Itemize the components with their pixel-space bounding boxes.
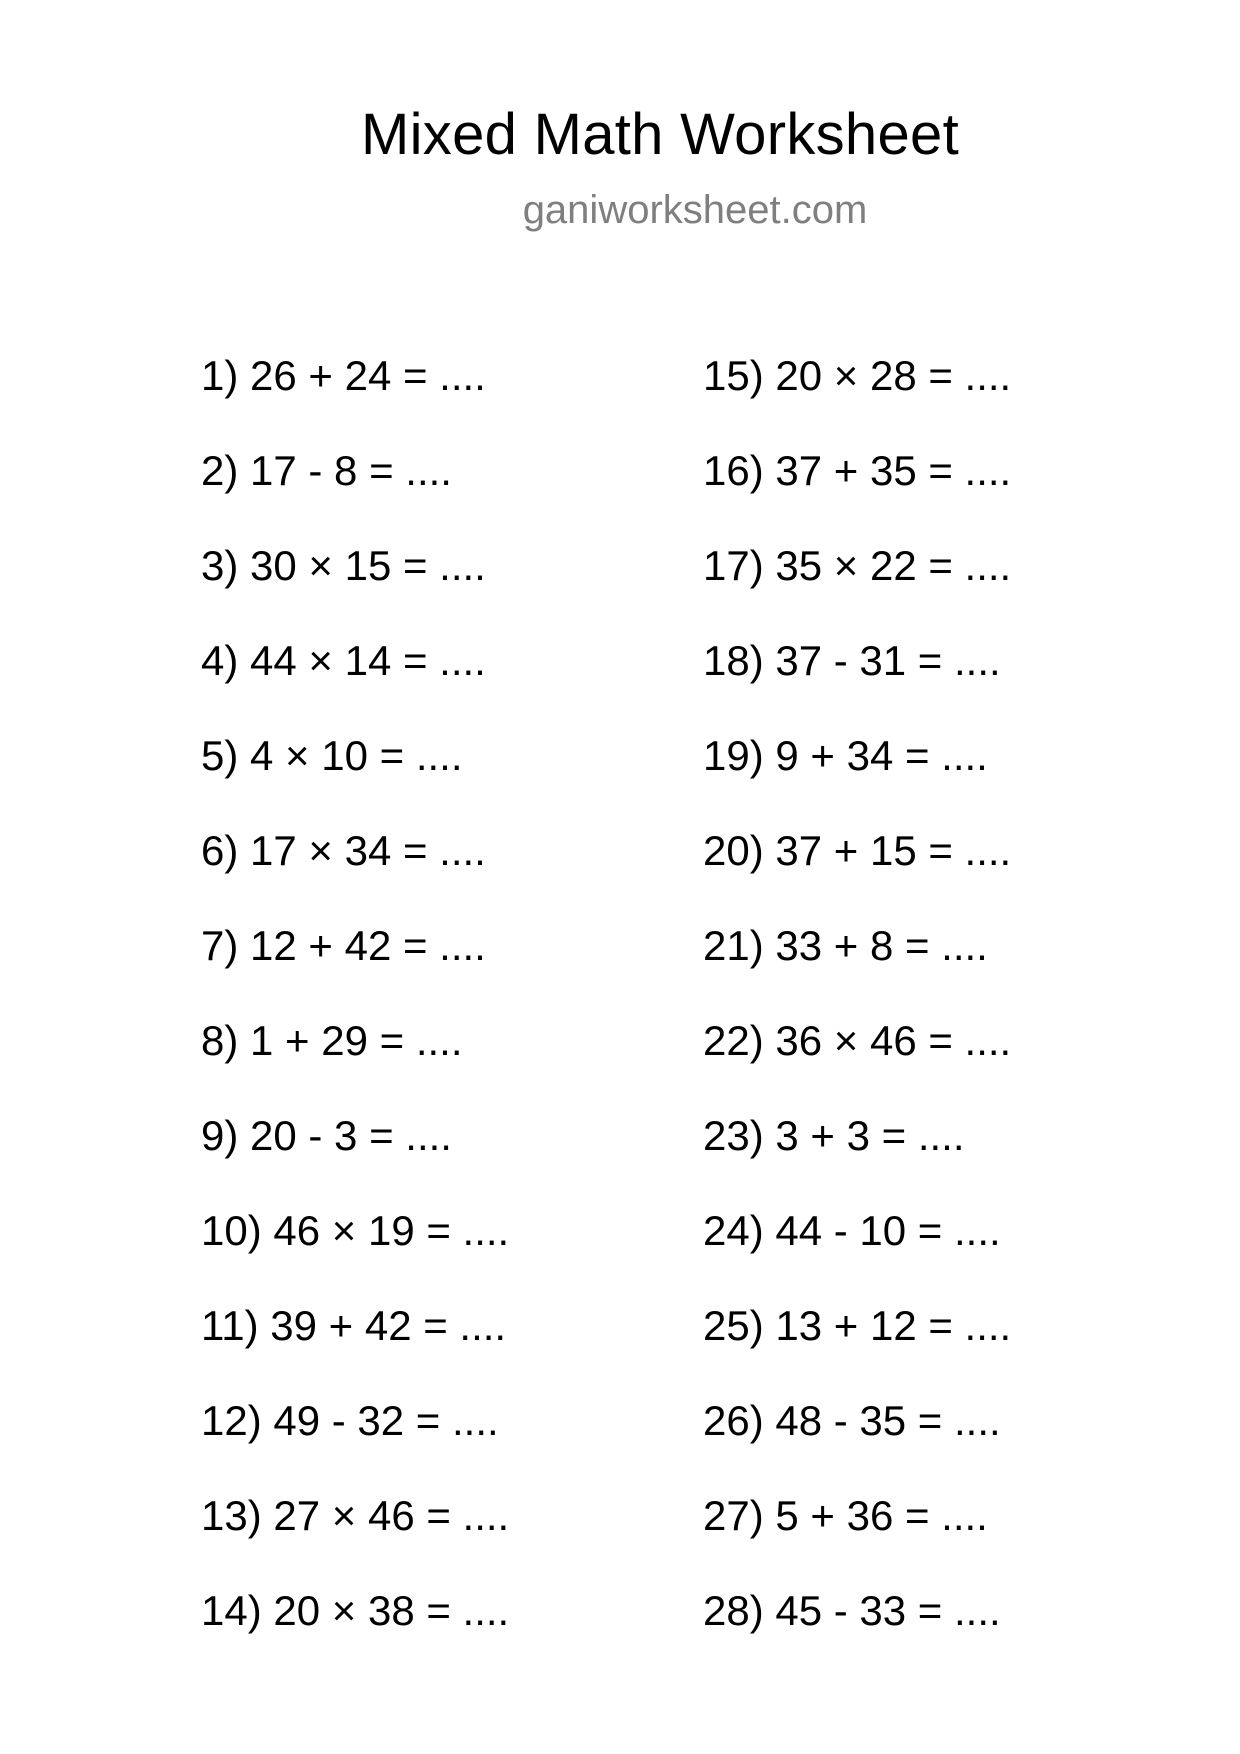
problem-7: 7) 12 + 42 = .... — [201, 922, 486, 969]
problem-20: 20) 37 + 15 = .... — [703, 827, 1012, 874]
problem-16: 16) 37 + 35 = .... — [703, 447, 1012, 494]
problem-19: 19) 9 + 34 = .... — [703, 732, 988, 779]
problem-17: 17) 35 × 22 = .... — [703, 542, 1012, 589]
problem-25: 25) 13 + 12 = .... — [703, 1302, 1012, 1349]
problem-9: 9) 20 - 3 = .... — [201, 1112, 452, 1159]
problem-24: 24) 44 - 10 = .... — [703, 1207, 1001, 1254]
problem-3: 3) 30 × 15 = .... — [201, 542, 486, 589]
problem-11: 11) 39 + 42 = .... — [201, 1302, 507, 1349]
problem-14: 14) 20 × 38 = .... — [201, 1587, 510, 1634]
website-watermark: ganiworksheet.com — [522, 188, 868, 232]
problem-10: 10) 46 × 19 = .... — [201, 1207, 510, 1254]
problem-22: 22) 36 × 46 = .... — [703, 1017, 1012, 1064]
problem-column-left — [201, 346, 509, 1676]
problem-6: 6) 17 × 34 = .... — [201, 827, 486, 874]
problem-5: 5) 4 × 10 = .... — [201, 732, 463, 779]
problem-21: 21) 33 + 8 = .... — [703, 922, 988, 969]
problem-8: 8) 1 + 29 = .... — [201, 1017, 463, 1064]
problem-1: 1) 26 + 24 = .... — [201, 352, 486, 399]
problem-26: 26) 48 - 35 = .... — [703, 1397, 1001, 1444]
problem-column-right — [703, 346, 1011, 1676]
problem-13: 13) 27 × 46 = .... — [201, 1492, 510, 1539]
worksheet-title: Mixed Math Worksheet — [360, 102, 960, 167]
problem-2: 2) 17 - 8 = .... — [201, 447, 452, 494]
problem-28: 28) 45 - 33 = .... — [703, 1587, 1001, 1634]
problem-18: 18) 37 - 31 = .... — [703, 637, 1001, 684]
problem-4: 4) 44 × 14 = .... — [201, 637, 486, 684]
problem-27: 27) 5 + 36 = .... — [703, 1492, 988, 1539]
problem-15: 15) 20 × 28 = .... — [703, 352, 1012, 399]
problem-23: 23) 3 + 3 = .... — [703, 1112, 965, 1159]
problem-12: 12) 49 - 32 = .... — [201, 1397, 499, 1444]
